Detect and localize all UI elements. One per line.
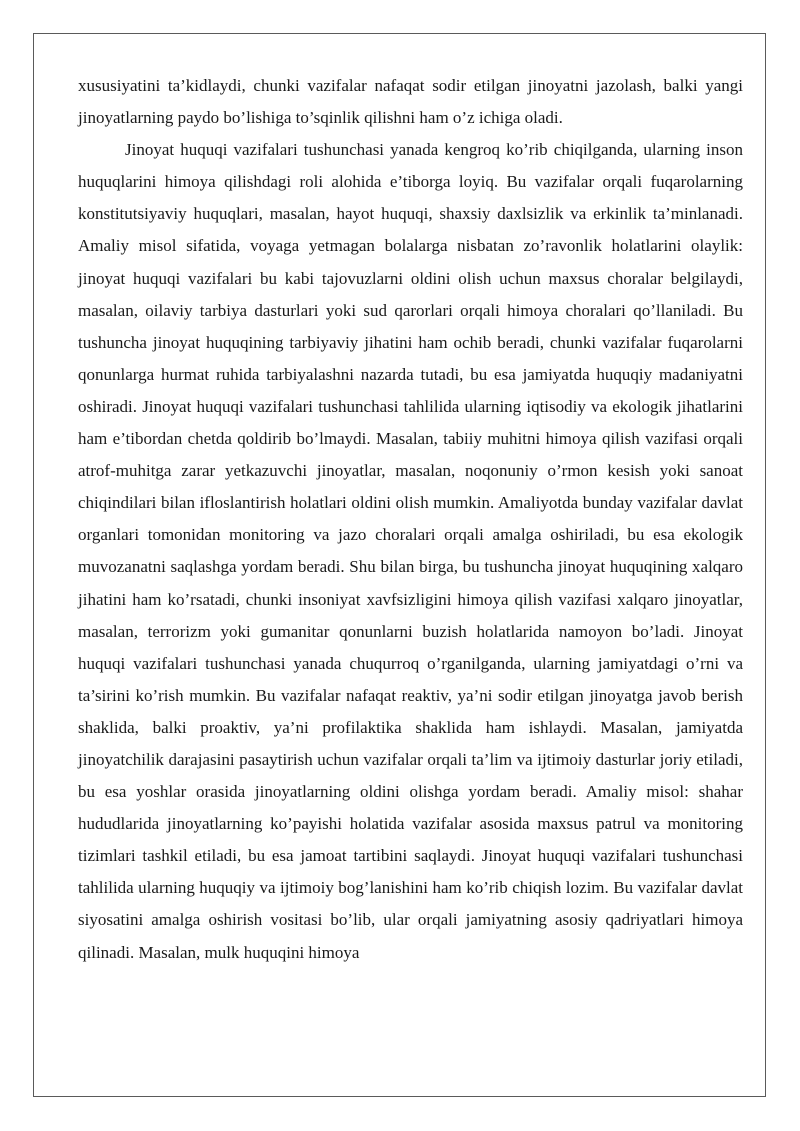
paragraph-continued: xususiyatini ta’kidlaydi, chunki vazifalar nafaqat sodir etilgan jinoyatni jazolash, balki yangi jinoyatlarning paydo bo’lishiga to’sqinlik qilishni ham o’z ichiga oladi. <box>78 76 743 128</box>
document-body <box>78 70 743 969</box>
paragraph-main: Jinoyat huquqi vazifalari tushunchasi yanada kengroq ko’rib chiqilganda, ularning inson huquqlarini himoya qilishdagi roli alohida e’tiborga loyiq. Bu vazifalar orqali fuqarolarning konstitutsiyaviy huquqlari, masalan, hayot huquqi, shaxsiy daxlsizlik va erkinlik ta’minlanadi. Amaliy misol sifatida, voyaga yetmagan bolalarga nisbatan zo’ravonlik holatlarini olaylik: jinoyat huquqi vazifalari bu kabi tajovuzlarni oldini olish uchun maxsus choralar belgilaydi, masalan, oilaviy tarbiya dasturlari yoki sud qarorlari orqali himoya choralari qo’llaniladi. Bu tushuncha jinoyat huquqining tarbiyaviy jihatini ham ochib beradi, chunki vazifalar fuqarolarni qonunlarga hurmat ruhida tarbiyalashni nazarda tutadi, bu esa jamiyatda huquqiy madaniyatni oshiradi. Jinoyat huquqi vazifalari tushunchasi tahlilida ularning iqtisodiy va ekologik jihatlarini ham e’tibordan chetda qoldirib bo’lmaydi. Masalan, tabiiy muhitni himoya qilish vazifasi orqali atrof-muhitga zarar yetkazuvchi jinoyatlar, masalan, noqonuniy o’rmon kesish yoki sanoat chiqindilari bilan ifloslantirish holatlari oldini olish mumkin. Amaliyotda bunday vazifalar davlat organlari tomonidan monitoring va jazo choralari orqali amalga oshiriladi, bu esa ekologik muvozanatni saqlashga yordam beradi. Shu bilan birga, bu tushuncha jinoyat huquqining xalqaro jihatini ham ko’rsatadi, chunki insoniyat xavfsizligini himoya qilish vazifasi xalqaro jinoyatlar, masalan, terrorizm yoki gumanitar qonunlarni buzish holatlarida namoyon bo’ladi. Jinoyat huquqi vazifalari tushunchasi yanada chuqurroq o’rganilganda, ularning jamiyatdagi o’rni va ta’sirini ko’rish mumkin. Bu vazifalar nafaqat reaktiv, ya’ni sodir etilgan jinoyatga javob berish shaklida, balki proaktiv, ya’ni profilaktika shaklida ham ishlaydi. Masalan, jamiyatda jinoyatchilik darajasini pasaytirish uchun vazifalar orqali ta’lim va ijtimoiy dasturlar joriy etiladi, bu esa yoshlar orasida jinoyatlarning oldini olishga yordam beradi. Amaliy misol: shahar hududlarida jinoyatlarning ko’payishi holatida vazifalar asosida maxsus patrul va monitoring tizimlari tashkil etiladi, bu esa jamoat tartibini saqlaydi. Jinoyat huquqi vazifalari tushunchasi tahlilida ularning huquqiy va ijtimoiy bog’lanishini ham ko’rib chiqish lozim. Bu vazifalar davlat siyosatini amalga oshirish vositasi bo’lib, ular orqali jamiyatning asosiy qadriyatlari himoya qilinadi. Masalan, mulk huquqini himoya <box>78 140 743 962</box>
